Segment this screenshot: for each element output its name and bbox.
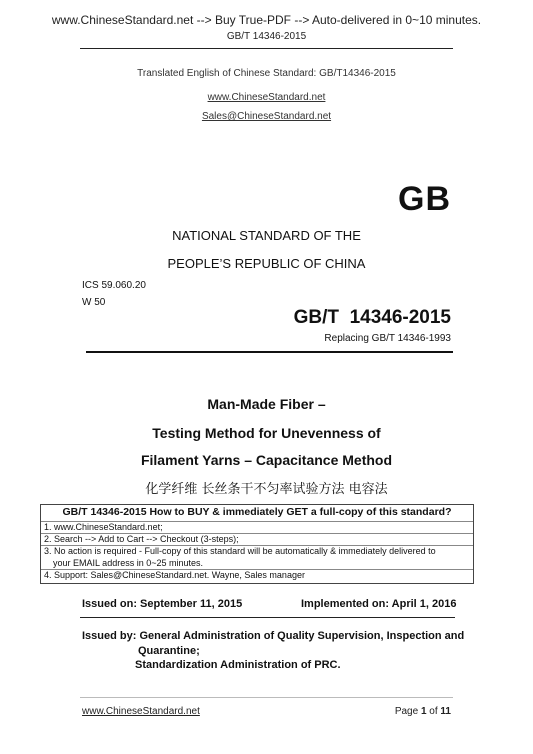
implemented-on-date: Implemented on: April 1, 2016 [301, 598, 457, 610]
top-banner: www.ChineseStandard.net --> Buy True-PDF --> Auto-delivered in 0~10 minutes. [51, 13, 482, 27]
title-line-1: Man-Made Fiber – [207, 396, 326, 412]
gb-mark: GB [398, 180, 451, 218]
page-of: of [426, 706, 441, 717]
issued-by-line-3: Standardization Administration of PRC. [135, 659, 341, 671]
buy-step-3-cont: your EMAIL address in 0~25 minutes. [53, 557, 203, 568]
national-standard-line-1: NATIONAL STANDARD OF THE [172, 228, 361, 243]
page-current: 1 [420, 706, 427, 717]
buy-box-heading: GB/T 14346-2015 How to BUY & immediately GET a full-copy of this standard? [62, 506, 452, 518]
translated-note: Translated English of Chinese Standard: GB/T14346-2015 [137, 68, 396, 79]
sales-email-link[interactable]: Sales@ChineseStandard.net [201, 111, 332, 122]
ics-code: ICS 59.060.20 [82, 280, 146, 291]
page-indicator [395, 706, 451, 717]
header-divider [80, 48, 453, 49]
buy-step-2: 2. Search --> Add to Cart --> Checkout (3-steps); [41, 533, 473, 545]
page-total: 11 [440, 706, 451, 717]
title-chinese: 化学纤维 长丝条干不匀率试验方法 电容法 [145, 482, 388, 497]
website-link[interactable]: www.ChineseStandard.net [207, 92, 326, 103]
w-code: W 50 [82, 297, 106, 308]
replacing-note: Replacing GB/T 14346-1993 [324, 333, 451, 344]
footer-divider [80, 697, 453, 698]
issued-on-date: Issued on: September 11, 2015 [82, 598, 243, 610]
footer-website-link[interactable]: www.ChineseStandard.net [82, 706, 200, 717]
header-standard-ref: GB/T 14346-2015 [226, 31, 307, 42]
issue-divider [80, 617, 455, 618]
buy-step-1[interactable]: 1. www.ChineseStandard.net; [41, 521, 473, 533]
title-line-3: Filament Yarns – Capacitance Method [140, 452, 393, 468]
standard-number: GB/T 14346-2015 [293, 307, 451, 328]
national-standard-line-2: PEOPLE’S REPUBLIC OF CHINA [167, 256, 366, 271]
issued-by-line-2: Quarantine; [138, 645, 200, 657]
cover-divider [86, 351, 453, 353]
buy-step-4[interactable]: 4. Support: Sales@ChineseStandard.net. Wayne, Sales manager [41, 569, 473, 581]
sales-email-wrap [0, 106, 533, 124]
page-prefix: Page [394, 706, 421, 717]
buy-steps-list [41, 521, 473, 581]
buy-instructions-box [40, 504, 474, 584]
website-link-wrap [0, 87, 533, 105]
buy-step-3: 3. No action is required - Full-copy of this standard will be automatically & immediately delivered to [41, 545, 473, 557]
issued-by-line-1: Issued by: General Administration of Quality Supervision, Inspection and [82, 630, 465, 642]
title-line-2: Testing Method for Unevenness of [152, 425, 381, 441]
